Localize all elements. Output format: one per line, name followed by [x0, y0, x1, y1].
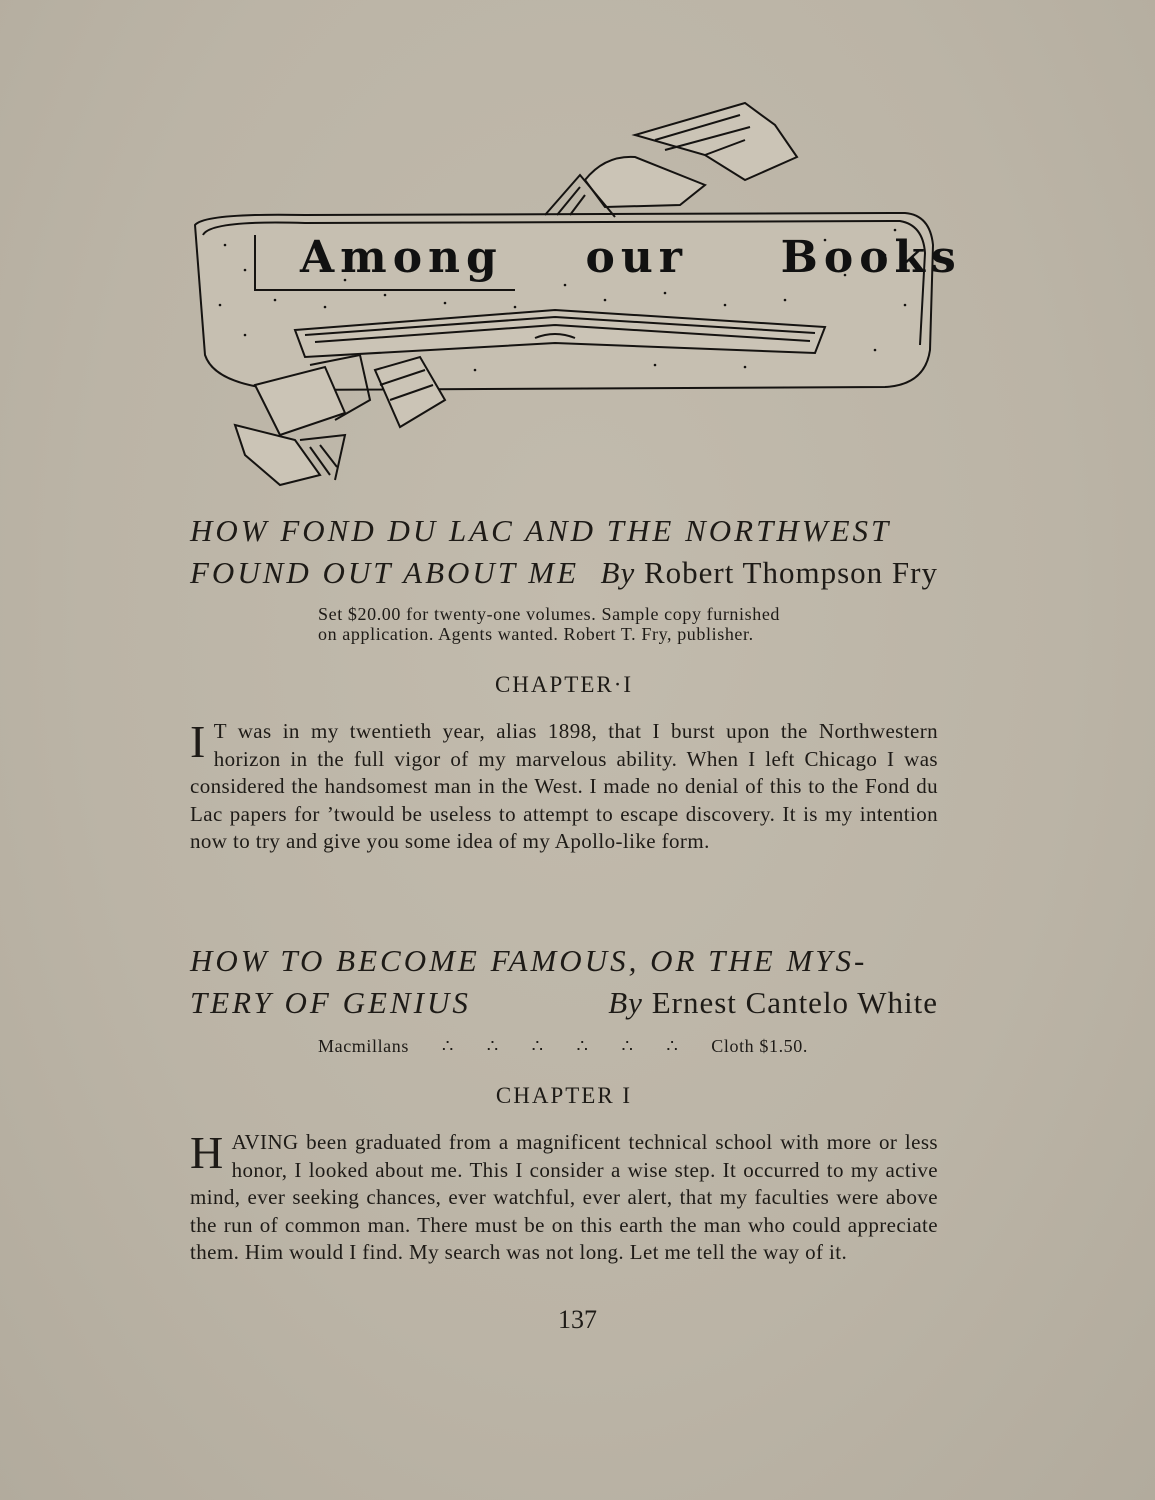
- book2-paragraph: [190, 1129, 938, 1267]
- book2-by: By: [608, 985, 643, 1020]
- book2-dot-2: ∴: [486, 1036, 499, 1056]
- book2-title-line2: TERY OF GENIUS: [190, 985, 471, 1020]
- book1-info: [318, 604, 818, 644]
- banner-word-our: our: [585, 232, 688, 283]
- book1-by: By: [600, 555, 636, 590]
- book2-dot-1: ∴: [441, 1036, 454, 1056]
- book2-publisher: Macmillans: [318, 1036, 409, 1056]
- book1-title-line1: HOW FOND DU LAC AND THE NORTHWEST: [190, 513, 892, 548]
- book2-chapter-heading: CHAPTER I: [495, 1083, 633, 1108]
- book1-title-line2-row: [190, 552, 938, 594]
- book2-price: Cloth $1.50.: [711, 1036, 808, 1056]
- book2-dot-4: ∴: [576, 1036, 589, 1056]
- book1-byline: [601, 552, 938, 594]
- book2-title: [190, 940, 938, 1024]
- book1-author: Robert Thompson Fry: [644, 555, 938, 590]
- header-ornament: [185, 95, 945, 490]
- book2-title-line2-row: [190, 982, 938, 1024]
- book2-title-line1: HOW TO BECOME FAMOUS, OR THE MYS-: [190, 943, 868, 978]
- book1-chapter-heading: CHAPTER·I: [494, 672, 634, 697]
- book1-info-line1: Set $20.00 for twenty-one volumes. Sample copy furnished: [318, 604, 781, 624]
- banner-word-books: Books: [780, 232, 962, 283]
- book1-dropcap: I: [190, 716, 206, 767]
- book1-paragraph: [190, 718, 938, 856]
- book-review-1: [190, 510, 938, 856]
- book1-title: [190, 510, 938, 594]
- book1-info-line2: on application. Agents wanted. Robert T. Fry, publisher.: [318, 624, 754, 644]
- banner-title: [300, 232, 962, 292]
- book2-dot-6: ∴: [666, 1036, 679, 1056]
- book2-dot-3: ∴: [531, 1036, 544, 1056]
- page-number: 137: [558, 1305, 597, 1334]
- banner-word-among: Among: [300, 232, 503, 283]
- book2-author: Ernest Cantelo White: [651, 985, 938, 1020]
- book1-text: T was in my twentieth year, alias 1898, that I burst upon the Northwestern horizon in the full vigor of my marvelous ability. When I left Chicago I was considered the handsomest man in the West. I made no denial of this to the Fond du Lac papers for ’twould be useless to attempt to escape discovery. It is my intention now to try and give you some idea of my Apollo-like form.: [190, 719, 938, 854]
- book1-title-line2: FOUND OUT ABOUT ME: [190, 555, 580, 590]
- book2-byline: [608, 982, 938, 1024]
- book2-publisher-line: [318, 1036, 808, 1057]
- book2-text: AVING been graduated from a magnificent technical school with more or less honor, I looked about me. This I consider a wise step. It occurred to my active mind, ever seeking chances, ever watchful, ever alert, that my faculties were above the run of common man. There must be on this earth the man who could appreciate them. Him would I find. My search was not long. Let me tell the way of it.: [190, 1130, 938, 1265]
- book2-dot-5: ∴: [621, 1036, 634, 1056]
- book2-dropcap: H: [190, 1127, 224, 1178]
- book-review-2: [190, 940, 938, 1267]
- books-illustration: [185, 95, 945, 490]
